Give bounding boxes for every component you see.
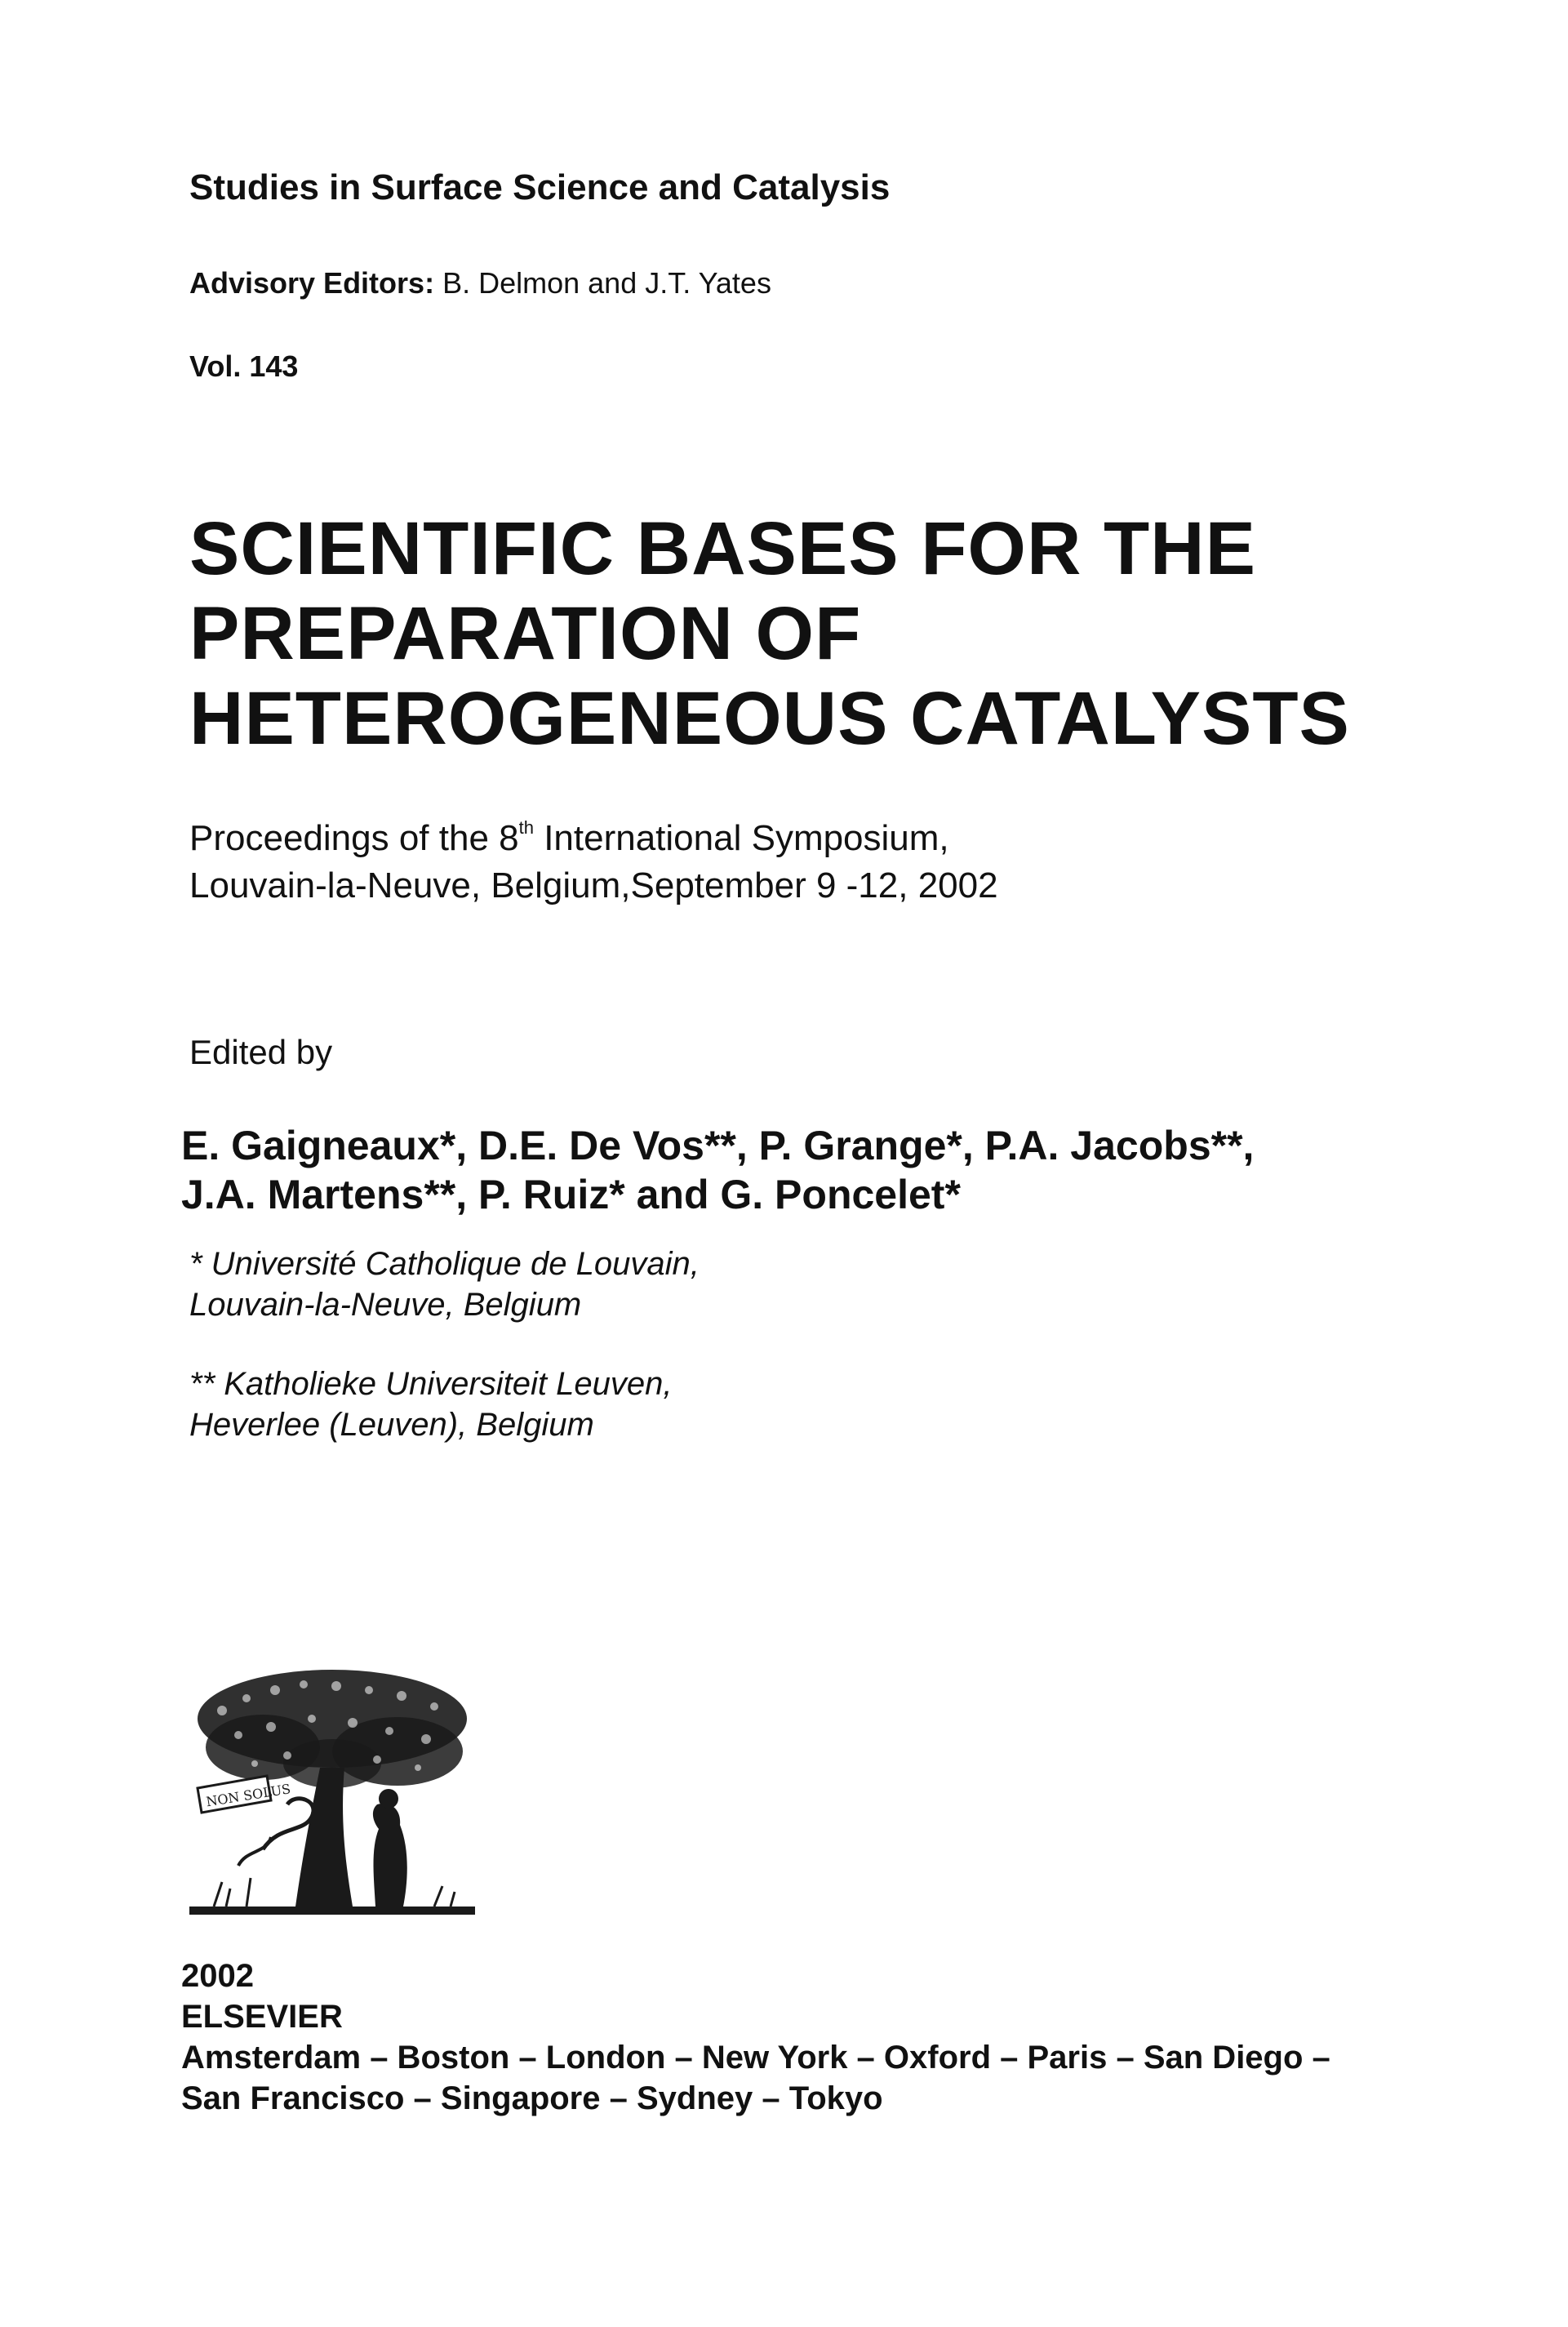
book-title bbox=[189, 506, 1350, 761]
advisory-editors bbox=[189, 266, 771, 300]
editor-names bbox=[181, 1121, 1254, 1219]
advisory-editors-label: Advisory Editors: bbox=[189, 266, 435, 300]
advisory-editors-names: B. Delmon and J.T. Yates bbox=[442, 266, 771, 300]
volume-number: Vol. 143 bbox=[189, 349, 299, 383]
proceedings-subtitle bbox=[189, 804, 998, 910]
series-title: Studies in Surface Science and Catalysis bbox=[189, 167, 891, 207]
editor-names-line: E. Gaigneaux*, D.E. De Vos**, P. Grange*, P.A. Jacobs**, bbox=[181, 1123, 1255, 1168]
logo-motto: NON SOLUS bbox=[205, 1781, 292, 1810]
elsevier-tree-logo-icon bbox=[189, 1662, 475, 1923]
book-title-line: SCIENTIFIC BASES FOR THE bbox=[189, 507, 1256, 590]
affiliation-line: Louvain-la-Neuve, Belgium bbox=[189, 1287, 582, 1323]
affiliation-leuven bbox=[189, 1364, 672, 1445]
imprint-year: 2002 bbox=[181, 1958, 254, 1994]
affiliation-line: * Université Catholique de Louvain, bbox=[189, 1246, 700, 1282]
editor-names-line: J.A. Martens**, P. Ruiz* and G. Poncelet* bbox=[181, 1172, 961, 1217]
book-title-line: PREPARATION OF bbox=[189, 592, 862, 675]
affiliation-line: Heverlee (Leuven), Belgium bbox=[189, 1407, 594, 1443]
imprint-cities-line: San Francisco – Singapore – Sydney – Tokyo bbox=[181, 2080, 883, 2116]
book-title-line: HETEROGENEOUS CATALYSTS bbox=[189, 677, 1350, 760]
edited-by-label: Edited by bbox=[189, 1033, 333, 1071]
imprint bbox=[181, 1955, 1330, 2119]
imprint-publisher: ELSEVIER bbox=[181, 1999, 343, 2035]
affiliation-line: ** Katholieke Universiteit Leuven, bbox=[189, 1366, 673, 1402]
affiliation-louvain bbox=[189, 1244, 700, 1325]
proceedings-line-2: Louvain-la-Neuve, Belgium,September 9 -12, 2002 bbox=[189, 865, 998, 905]
imprint-cities-line: Amsterdam – Boston – London – New York – Oxford – Paris – San Diego – bbox=[181, 2040, 1330, 2076]
proceedings-line-1: Proceedings of the 8th International Symposium, bbox=[189, 817, 949, 858]
